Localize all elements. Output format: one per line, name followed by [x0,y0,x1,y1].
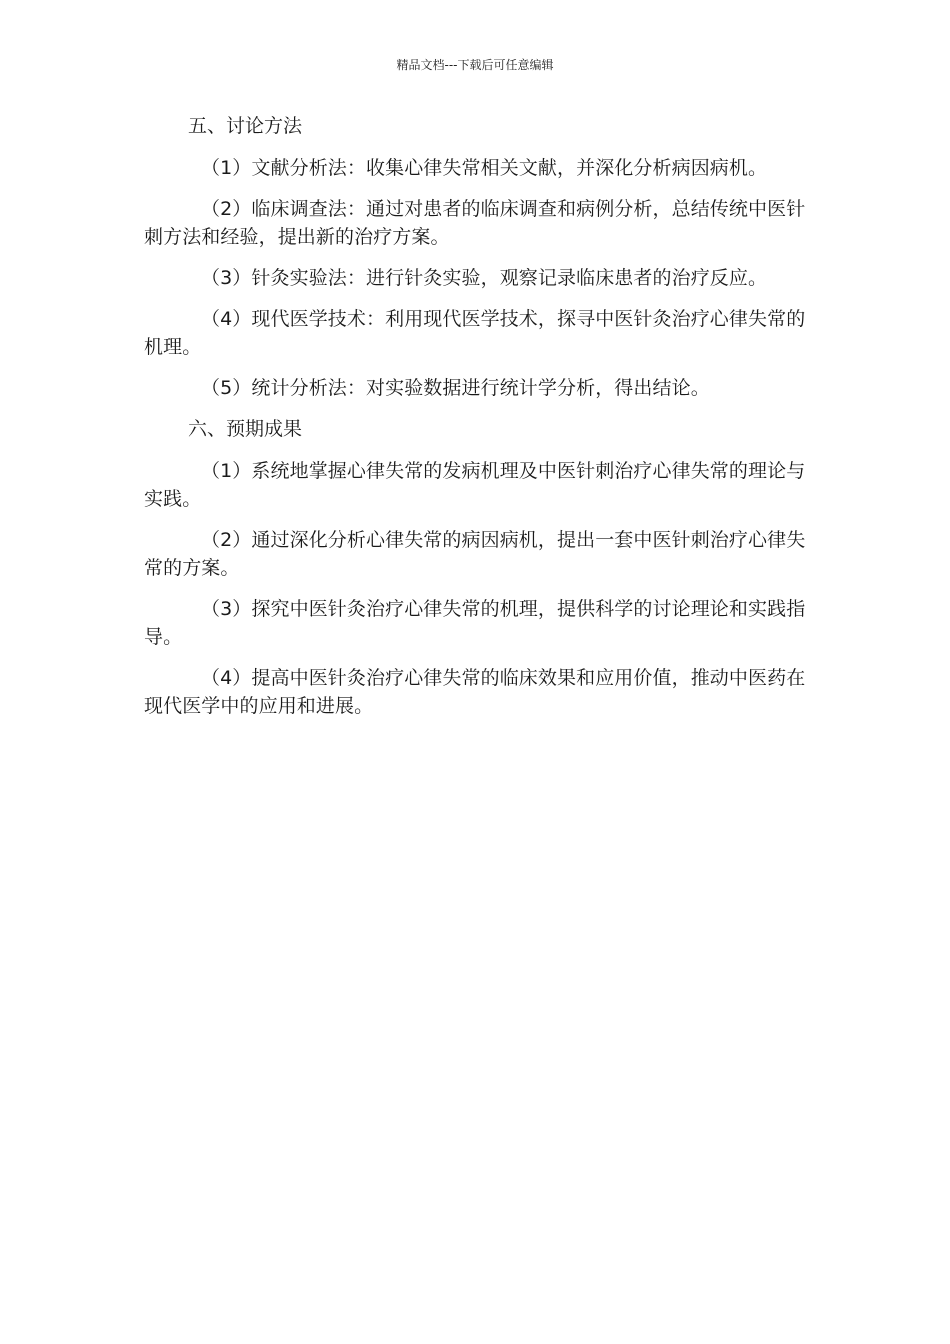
paragraph: （5）统计分析法：对实验数据进行统计学分析，得出结论。 [201,377,710,399]
page-header: 精品文档---下载后可任意编辑 [396,58,554,72]
paragraph: （3）针灸实验法：进行针灸实验，观察记录临床患者的治疗反应。 [201,267,768,289]
paragraph: （2）通过深化分析心律失常的病因病机，提出一套中医针刺治疗心律失常的方案。 [144,529,806,579]
section-discussion-methods [144,112,806,402]
document-body [144,112,806,733]
paragraph: （1）系统地掌握心律失常的发病机理及中医针刺治疗心律失常的理论与实践。 [144,460,806,510]
section-expected-results [144,415,806,720]
paragraph: （4）现代医学技术：利用现代医学技术，探寻中医针灸治疗心律失常的机理。 [144,308,806,358]
paragraph: （2）临床调查法：通过对患者的临床调查和病例分析，总结传统中医针刺方法和经验，提出新的治疗方案。 [144,198,806,248]
paragraph: （1）文献分析法：收集心律失常相关文献，并深化分析病因病机。 [201,157,768,179]
paragraph: （4）提高中医针灸治疗心律失常的临床效果和应用价值，推动中医药在现代医学中的应用和进展。 [144,667,806,717]
paragraph: （3）探究中医针灸治疗心律失常的机理，提供科学的讨论理论和实践指导。 [144,598,806,648]
section-heading: 六、预期成果 [188,418,303,440]
section-heading: 五、讨论方法 [188,115,303,137]
